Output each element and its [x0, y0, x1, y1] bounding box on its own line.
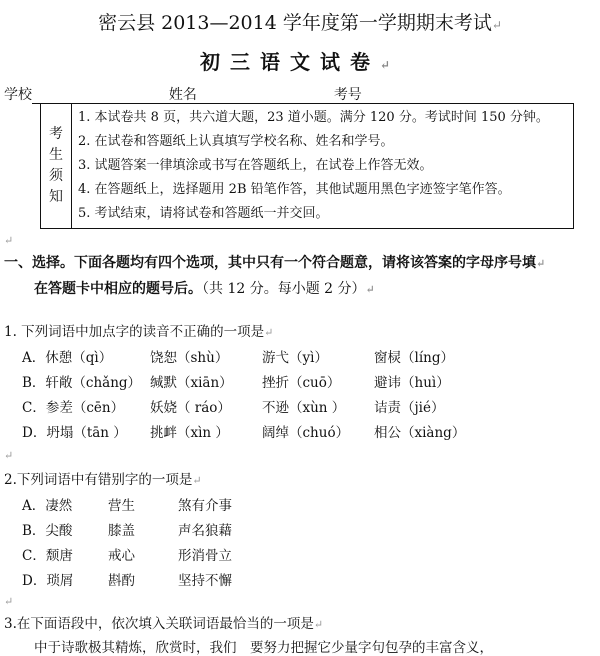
q2-option-c-3: 形消骨立 [178, 548, 232, 564]
exam-no-field[interactable] [362, 89, 532, 104]
section1-heading: 一、选择。下面各题均有四个选项，其中只有一个符合题意，请将该答案的字母序号填↵ [4, 255, 546, 271]
option-d-3: 阔绰（chuó） [262, 425, 350, 441]
notice-item: 3. 试题答案一律填涂或书写在答题纸上，在试卷上作答无效。 [78, 158, 433, 173]
school-label: 学校 [4, 87, 32, 103]
option-a-1: A．休憩（qì） [22, 350, 113, 366]
q2-option-c-1: C．颓唐 [22, 548, 73, 564]
q2-option-b-1: B．尖酸 [22, 523, 73, 539]
q2-option-b-3: 声名狼藉 [178, 523, 232, 539]
option-c-4: 诘责（jié） [374, 400, 445, 416]
q2-stem: 2.下列词语中有错别字的一项是↵ [4, 472, 202, 488]
name-field[interactable] [197, 89, 315, 104]
option-b-4: 避讳（huì） [374, 375, 450, 391]
student-info-row [4, 84, 532, 104]
q2-option-b-2: 膝盖 [108, 523, 135, 539]
notice-label: 考 生 须 知 [41, 104, 72, 229]
paragraph-mark: ↵ [4, 595, 14, 608]
q1-stem: 1. 下列词语中加点字的读音不正确的一项是↵ [4, 324, 274, 340]
notice-item: 1. 本试卷共 8 页，共六道大题，23 道小题。满分 120 分。考试时间 150 分钟。 [78, 110, 549, 125]
section1-heading-cont: 在答题卡中相应的题号后。（共 12 分。每小题 2 分）↵ [34, 281, 375, 297]
option-b-2: 缄默（xiān） [150, 375, 233, 391]
option-c-3: 不逊（xùn ） [262, 400, 346, 416]
notice-item: 2. 在试卷和答题纸上认真填写学校名称、姓名和学号。 [78, 134, 394, 149]
option-a-2: 饶恕（shù） [150, 350, 229, 366]
q3-passage: 中于诗歌极其精炼，欣赏时，我们 要努力把握它少量字句包孕的丰富含义， [34, 640, 493, 656]
q2-option-d-1: D．琐屑 [22, 573, 74, 589]
school-field[interactable] [32, 89, 150, 104]
option-c-1: C．参差（cēn） [22, 400, 125, 416]
notice-item: 5. 考试结束，请将试卷和答题纸一并交回。 [78, 206, 329, 221]
option-d-4: 相公（xiàng） [374, 425, 466, 441]
option-a-3: 游弋（yì） [262, 350, 328, 366]
paper-subtitle: 初三语文试卷↵ [199, 50, 401, 74]
paragraph-mark: ↵ [4, 234, 14, 247]
notice-items [72, 104, 574, 229]
option-d-1: D．坍塌（tān ） [22, 425, 127, 441]
q2-option-a-2: 营生 [108, 498, 135, 514]
exam-no-label: 考号 [333, 87, 362, 103]
q2-option-a-3: 煞有介事 [178, 498, 232, 514]
q2-option-d-3: 坚持不懈 [178, 573, 232, 589]
option-a-4: 窗棂（líng） [374, 350, 454, 366]
q3-stem: 3.在下面语段中，依次填入关联词语最恰当的一项是↵ [4, 616, 324, 632]
option-b-3: 挫折（cuō） [262, 375, 341, 391]
q2-option-d-2: 斟酌 [108, 573, 135, 589]
name-label: 姓名 [168, 87, 197, 103]
option-d-2: 挑衅（xìn ） [150, 425, 229, 441]
paragraph-mark: ↵ [4, 449, 14, 462]
q2-option-a-1: A．凄然 [22, 498, 73, 514]
option-c-2: 妖娆（ ráo） [150, 400, 231, 416]
exam-title: 密云县 2013—2014 学年度第一学期期末考试↵ [98, 12, 502, 34]
q2-option-c-2: 戒心 [108, 548, 135, 564]
option-b-1: B．轩敞（chǎng） [22, 375, 142, 391]
notice-item: 4. 在答题纸上，选择题用 2B 铅笔作答，其他试题用黑色字迹签字笔作答。 [78, 182, 511, 197]
candidate-notice-box [40, 103, 574, 229]
